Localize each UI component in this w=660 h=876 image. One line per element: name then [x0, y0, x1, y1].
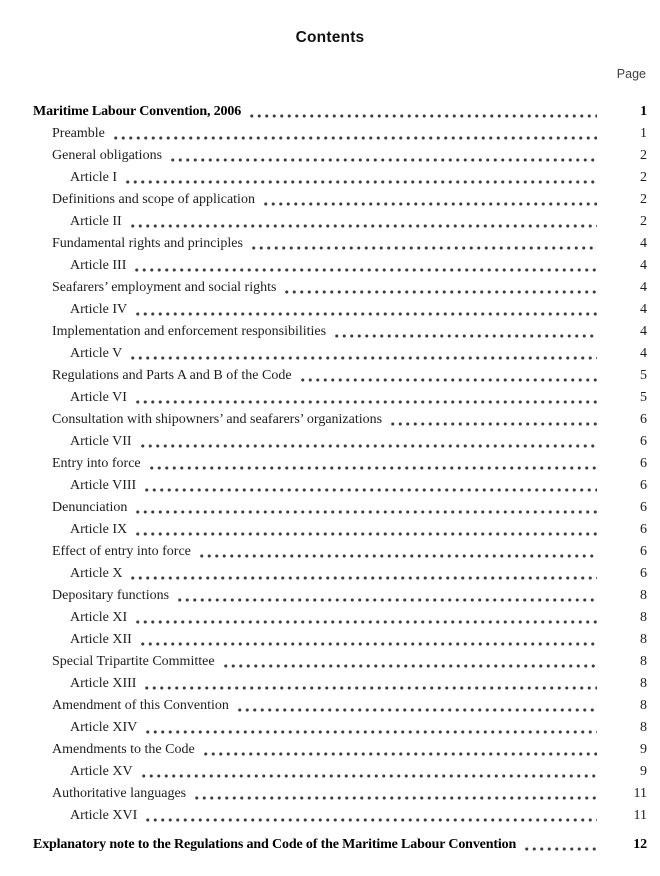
toc-entry: [33, 277, 647, 299]
toc-entry-label: Article XVI: [70, 808, 138, 823]
toc-entry: [33, 805, 647, 827]
toc-entry: [33, 761, 647, 783]
toc-entry-label: Article XIV: [70, 720, 138, 735]
toc-entry-label: Article III: [70, 258, 127, 273]
toc-entry: [33, 629, 647, 651]
toc-entry-label: Depositary functions: [52, 588, 170, 603]
toc-entry-label: General obligations: [52, 148, 163, 163]
toc-entry-label: Article IX: [70, 522, 128, 537]
toc-entry-page-number: 11: [633, 808, 647, 823]
toc-entry-page-number: 6: [640, 522, 647, 537]
toc-entry: [33, 695, 647, 717]
toc-entry-label: Authoritative languages: [52, 786, 187, 801]
toc-entry-page-number: 5: [640, 368, 647, 383]
toc-entry: [33, 409, 647, 431]
dot-leader: [132, 497, 597, 519]
toc-entry: [33, 739, 647, 761]
toc-entry: [33, 101, 647, 123]
toc-entry-label: Entry into force: [52, 456, 141, 471]
toc-entry: [33, 233, 647, 255]
toc-entry: [33, 343, 647, 365]
toc-entry-page-number: 11: [633, 786, 647, 801]
toc-entry-label: Definitions and scope of application: [52, 192, 255, 207]
page-column-header: Page: [616, 67, 646, 81]
toc-entry-label: Article II: [70, 214, 122, 229]
toc-entry-label: Explanatory note to the Regulations and Code of the Maritime Labour Convention: [33, 837, 517, 852]
toc-entry: [33, 255, 647, 277]
toc-entry-label: Effect of entry into force: [52, 544, 191, 559]
toc-entry-page-number: 2: [640, 148, 647, 163]
toc-entry: [33, 453, 647, 475]
toc-entry-label: Seafarers’ employment and social rights: [52, 280, 277, 295]
dot-leader: [137, 629, 597, 651]
toc-entry-label: Special Tripartite Committee: [52, 654, 215, 669]
toc-entry: [33, 431, 647, 453]
toc-entry-label: Article VIII: [70, 478, 137, 493]
dot-leader: [167, 145, 597, 167]
toc-entry: [33, 585, 647, 607]
dot-leader: [246, 101, 597, 123]
dot-leader: [174, 585, 597, 607]
toc-entry: [33, 123, 647, 145]
toc-entry: [33, 365, 647, 387]
dot-leader: [260, 189, 597, 211]
toc-entry-page-number: 9: [640, 764, 647, 779]
toc-entry: [33, 299, 647, 321]
toc-entry: [33, 519, 647, 541]
toc-entry-page-number: 2: [640, 192, 647, 207]
toc-entry-page-number: 4: [640, 280, 647, 295]
toc-entry-page-number: 1: [640, 104, 647, 119]
toc-entry-label: Amendment of this Convention: [52, 698, 229, 713]
toc-entry: [33, 717, 647, 739]
toc-entry-page-number: 6: [640, 500, 647, 515]
toc-entry-label: Maritime Labour Convention, 2006: [33, 104, 242, 119]
toc-entry-label: Preamble: [52, 126, 105, 141]
toc-entry: [33, 673, 647, 695]
toc-entry-page-number: 6: [640, 412, 647, 427]
toc-entry-page-number: 8: [640, 676, 647, 691]
dot-leader: [127, 343, 597, 365]
toc-entry-label: Regulations and Parts A and B of the Code: [52, 368, 292, 383]
dot-leader: [281, 277, 597, 299]
toc-entry-page-number: 4: [640, 302, 647, 317]
toc-entry: [33, 145, 647, 167]
toc-entry: [33, 783, 647, 805]
toc-entry-page-number: 6: [640, 478, 647, 493]
toc-entry: [33, 563, 647, 585]
dot-leader: [138, 761, 597, 783]
toc-entry: [33, 497, 647, 519]
toc-entry-page-number: 12: [633, 837, 647, 852]
dot-leader: [297, 365, 597, 387]
toc-entry-label: Article XI: [70, 610, 128, 625]
dot-leader: [122, 167, 597, 189]
dot-leader: [248, 233, 597, 255]
dot-leader: [141, 475, 597, 497]
toc-entry-page-number: 8: [640, 698, 647, 713]
toc-entry-label: Article XV: [70, 764, 133, 779]
toc-entry-page-number: 4: [640, 236, 647, 251]
toc-entry: [33, 541, 647, 563]
toc-entry: [33, 321, 647, 343]
toc-entry-page-number: 2: [640, 170, 647, 185]
toc-entry-label: Article V: [70, 346, 123, 361]
toc-entry-label: Article XIII: [70, 676, 137, 691]
toc-entry: [33, 651, 647, 673]
dot-leader: [191, 783, 597, 805]
dot-leader: [387, 409, 597, 431]
contents-title: Contents: [295, 29, 365, 46]
toc-entry-label: Amendments to the Code: [52, 742, 195, 757]
toc-entry-page-number: 6: [640, 566, 647, 581]
dot-leader: [132, 299, 597, 321]
toc-entry-label: Article X: [70, 566, 123, 581]
toc-entry-page-number: 8: [640, 632, 647, 647]
dot-leader: [127, 211, 597, 233]
dot-leader: [141, 673, 597, 695]
toc-entry-label: Fundamental rights and principles: [52, 236, 243, 251]
toc-entry-page-number: 6: [640, 434, 647, 449]
toc-entry-label: Denunciation: [52, 500, 128, 515]
toc-entry-label: Article VII: [70, 434, 132, 449]
toc-entry-page-number: 4: [640, 258, 647, 273]
dot-leader: [142, 805, 597, 827]
dot-leader: [110, 123, 597, 145]
toc-entry-page-number: 8: [640, 588, 647, 603]
dot-leader: [127, 563, 597, 585]
dot-leader: [132, 519, 597, 541]
toc-entry-page-number: 4: [640, 346, 647, 361]
toc-entry-page-number: 4: [640, 324, 647, 339]
dot-leader: [234, 695, 597, 717]
toc-list: [0, 101, 660, 856]
toc-entry-label: Article VI: [70, 390, 127, 405]
toc-entry-label: Article XII: [70, 632, 132, 647]
toc-entry: [33, 189, 647, 211]
dot-leader: [142, 717, 597, 739]
dot-leader: [331, 321, 597, 343]
dot-leader: [521, 834, 597, 856]
toc-entry-page-number: 2: [640, 214, 647, 229]
toc-entry-page-number: 5: [640, 390, 647, 405]
toc-entry: [33, 387, 647, 409]
dot-leader: [132, 387, 597, 409]
toc-entry-page-number: 8: [640, 610, 647, 625]
toc-entry-page-number: 6: [640, 544, 647, 559]
toc-entry-label: Consultation with shipowners’ and seafarers’ organizations: [52, 412, 383, 427]
toc-entry-label: Article I: [70, 170, 118, 185]
toc-entry: [33, 834, 647, 856]
toc-entry-page-number: 9: [640, 742, 647, 757]
dot-leader: [131, 255, 597, 277]
dot-leader: [200, 739, 597, 761]
toc-entry-label: Implementation and enforcement responsibilities: [52, 324, 327, 339]
toc-entry-page-number: 8: [640, 654, 647, 669]
toc-entry: [33, 475, 647, 497]
dot-leader: [132, 607, 597, 629]
toc-entry: [33, 607, 647, 629]
dot-leader: [137, 431, 597, 453]
toc-entry-page-number: 1: [640, 126, 647, 141]
toc-entry-page-number: 6: [640, 456, 647, 471]
toc-entry-page-number: 8: [640, 720, 647, 735]
dot-leader: [220, 651, 597, 673]
toc-entry: [33, 167, 647, 189]
toc-entry: [33, 211, 647, 233]
dot-leader: [146, 453, 597, 475]
dot-leader: [196, 541, 597, 563]
toc-entry-label: Article IV: [70, 302, 128, 317]
